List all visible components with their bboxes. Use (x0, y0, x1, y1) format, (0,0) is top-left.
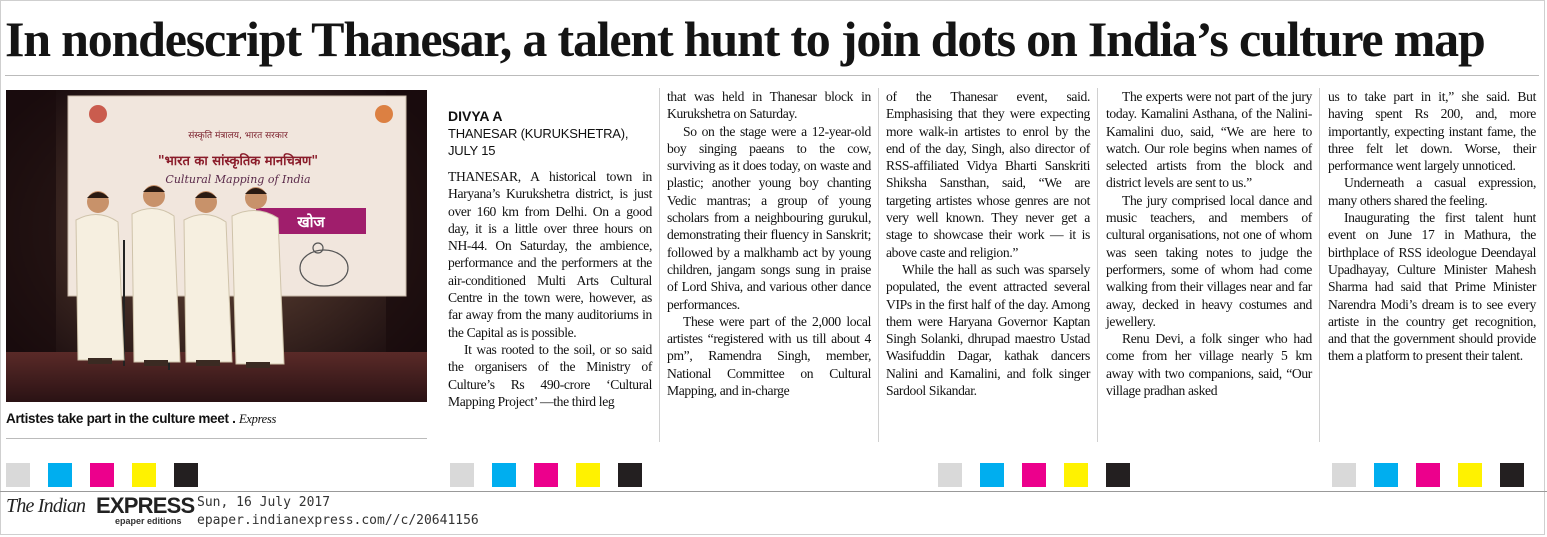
caption-credit: Express (239, 412, 277, 426)
headline: In nondescript Thanesar, a talent hunt to join dots on India’s culture map (5, 11, 1485, 67)
banner-line-1: संस्कृति मंत्रालय, भारत सरकार (188, 131, 288, 141)
color-swatch (938, 463, 962, 487)
caption-text: Artistes take part in the culture meet . (6, 411, 236, 426)
logo-express: EXPRESS (96, 493, 195, 518)
color-swatch (1458, 463, 1482, 487)
article-photo (6, 90, 427, 402)
paragraph: The jury comprised local dance and music teachers, and members of cultural organisations, not one of whom was seen taking notes to judge the performers, some of whom had come walking from their villages near and far away, decked in heavy costumes and jewellery. (1106, 192, 1312, 329)
paragraph: THANESAR, A historical town in Haryana’s Kurukshetra district, is just over 160 km from Delhi. On a good day, it is a little over three hours on NH-44. On Saturday, the ambience, performance and the performers at the air-conditioned Multi Arts Cultural Centre in the town were, however, as far away from the many auditoriums in the Capital as is possible. (448, 169, 652, 340)
byline-place: THANESAR (KURUKSHETRA), JULY 15 (448, 126, 629, 158)
paragraph: It was rooted to the soil, or so said the organisers of the Ministry of Culture’s Rs 490-crore ‘Cultural Mapping Project’ —the third leg (448, 341, 652, 409)
banner-line-3: Cultural Mapping of India (165, 173, 311, 186)
caption-rule (6, 438, 427, 439)
color-swatch (1374, 463, 1398, 487)
paragraph: So on the stage were a 12-year-old boy singing paeans to the cow, surviving as it does today, on waste and plastic; another young boy chanting Vedic mantras; a group of young scholars from a neighbouring gurukul, demonstrating their fluency in Sanskrit; followed by a malkhamb act by young children, jangam songs sung in praise of Lord Shiva, and various other dance performances. (667, 123, 871, 312)
color-swatch (576, 463, 600, 487)
article-column-4 (1106, 88, 1312, 399)
article-column-3 (886, 88, 1090, 399)
color-swatch (1022, 463, 1046, 487)
column-divider (1097, 88, 1098, 442)
paragraph: Inaugurating the first talent hunt event on June 17 in Mathura, the birthplace of RSS ideologue Deendayal Upadhayay, Culture Minister Mahesh Sharma had said that Prime Minister Narendra Modi’s dream is to see every artiste in the country get recognition, and that the government should provide them a platform to present their talent. (1328, 210, 1536, 364)
color-swatch (48, 463, 72, 487)
color-registration-bar (6, 463, 216, 487)
color-swatch (1500, 463, 1524, 487)
article-column-5 (1328, 88, 1536, 365)
column-divider (878, 88, 879, 442)
headline-rule (5, 75, 1539, 76)
banner-line-4: खोज (297, 213, 325, 231)
footer-rule (0, 491, 1547, 492)
paragraph: These were part of the 2,000 local artistes “registered with us till about 4 pm”, Ramendra Singh, member, National Committee on Cultural Mapping, and in-charge (667, 313, 871, 399)
paragraph: While the hall as such was sparsely populated, the event attracted several VIPs in the first half of the day. Among them were Haryana Governor Kaptan Singh Solanki, dhrupad maestro Ustad Wasifuddin Dagar, kathak dancers Nalini and Kamalini, and folk singer Sardool Sikandar. (886, 261, 1090, 399)
article-column-1 (448, 88, 652, 410)
color-registration-bar (450, 463, 660, 487)
photo-caption (6, 410, 427, 428)
color-swatch (6, 463, 30, 487)
article-column-2 (667, 88, 871, 399)
byline-name: DIVYA A (448, 108, 503, 124)
paragraph: Underneath a casual expression, many others shared the feeling. (1328, 175, 1536, 208)
paragraph: us to take part in it,” she said. But having spent Rs 200, and, more importantly, expecting instant fame, the three felt let down. Worse, their performance went largely unnoticed. (1328, 89, 1536, 174)
indian-express-logo[interactable] (6, 493, 195, 529)
footer-meta (197, 494, 479, 530)
color-swatch (174, 463, 198, 487)
logo-edition: epaper editions (115, 516, 182, 526)
logo-the-indian: The Indian (6, 495, 86, 517)
color-registration-bar (938, 463, 1148, 487)
color-swatch (1064, 463, 1088, 487)
column-divider (1319, 88, 1320, 442)
color-swatch (980, 463, 1004, 487)
paragraph: The experts were not part of the jury today. Kamalini Asthana, of the Nalini-Kamalini duo, said, “We are here to watch. Our role begins when names of selected artists from the block and district levels are sent to us.” (1106, 89, 1312, 191)
color-swatch (1416, 463, 1440, 487)
color-swatch (1332, 463, 1356, 487)
banner-line-2: "भारत का सांस्कृतिक मानचित्रण" (157, 154, 319, 169)
footer-date: Sun, 16 July 2017 (197, 495, 331, 510)
color-swatch (618, 463, 642, 487)
column-divider (659, 88, 660, 442)
stage-photo-illustration (6, 90, 427, 402)
color-swatch (492, 463, 516, 487)
footer-url[interactable]: epaper.indianexpress.com//c/20641156 (197, 513, 479, 528)
color-swatch (90, 463, 114, 487)
paragraph: that was held in Thanesar block in Kurukshetra on Saturday. (667, 89, 871, 122)
color-swatch (534, 463, 558, 487)
color-swatch (132, 463, 156, 487)
color-swatch (450, 463, 474, 487)
color-registration-bar (1332, 463, 1542, 487)
color-swatch (1106, 463, 1130, 487)
paragraph: Renu Devi, a folk singer who had come from her village nearly 5 km away with two companions, said, “Our village pradhan asked (1106, 331, 1312, 399)
paragraph: of the Thanesar event, said. Emphasising that they were expecting more walk-in artistes to enrol by the end of the day, Singh, also director of RSS-affiliated Vidya Bharti Sanskriti Shiksha Sansthan, said, “We are targeting artistes whose genres are not very well known. They never get a stage to showcase their work — it is above caste and religion.” (886, 89, 1090, 260)
